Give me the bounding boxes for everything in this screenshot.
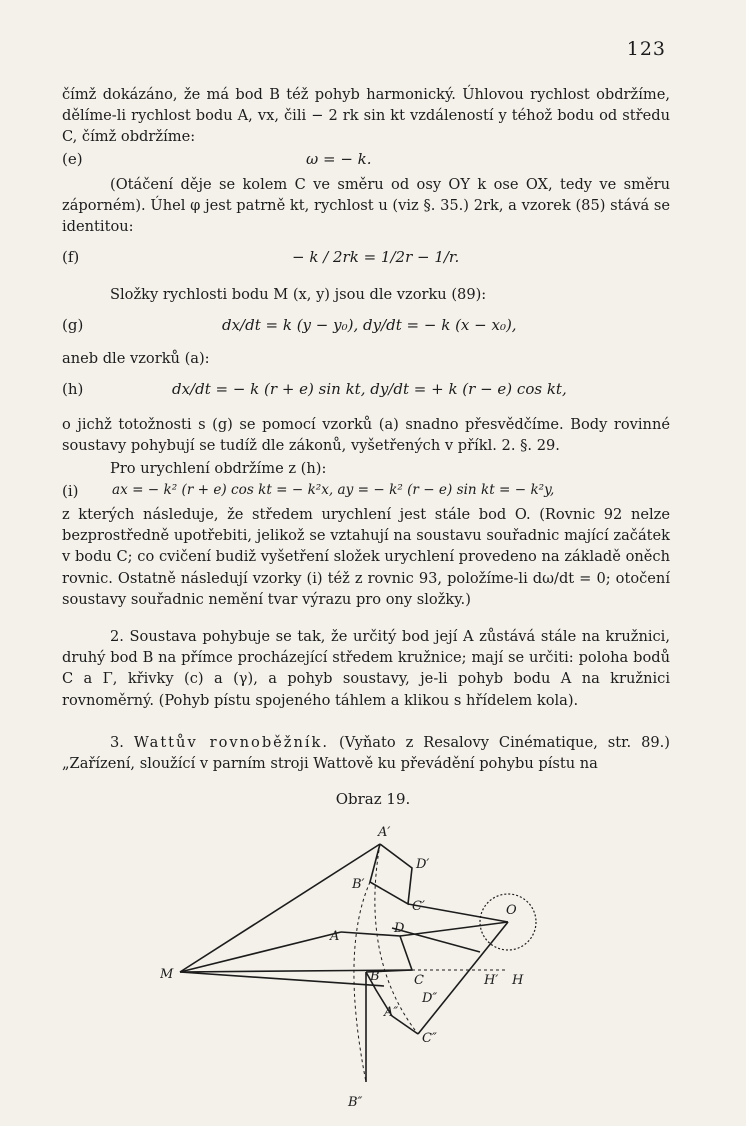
paragraph-1: čímž dokázáno, že má bod B též pohyb harmonický. Úhlovou rychlost obdržíme, dělíme-li rychlost bodu A, vx, čili − 2 rk sin kt vzdáleností y téhož bodu od středu C, čímž obdržíme: [62,86,670,146]
label-d: D [394,921,405,936]
label-c: C [414,973,424,988]
paragraph-2: (Otáčení děje se kolem C ve směru od osy OY k ose OX, tedy ve směru záporném). Úhel φ jest patrně kt, rychlost u (viz §. 35.) 2rk, a vzorek (85) stává se identitou: [62,176,670,236]
paragraph-3: Složky rychlosti bodu M (x, y) jsou dle vzorku (89): [110,286,487,303]
label-a-double-prime: A″ [384,1005,399,1020]
label-c-prime: C′ [412,899,425,914]
paragraph-9-text: (Vyňato z Resalovy Cinématique, str. 89.) „Zařízení, sloužící v parním stroji Wattově ku převádění pohybu pístu na [62,734,671,773]
item-number: 3. [110,734,124,751]
label-m: M [160,967,174,982]
label-b-prime: B′ [352,877,365,892]
equation-e [62,150,670,176]
middle-parallelogram [341,932,412,972]
equation-label: (e) [62,150,83,168]
equation-text: − k / 2rk = 1/2r − 1/r. [292,248,460,266]
label-a: A [330,929,340,944]
equation-h [62,380,670,406]
watt-parallelogram-figure [160,820,540,1110]
equation-label: (i) [62,482,79,500]
dashed-arc-b [354,882,370,1082]
equation-label: (f) [62,248,80,266]
label-a-prime: A′ [378,825,391,840]
equation-text: ax = − k² (r + e) cos kt = − k²x, ay = − k² (r − e) sin kt = − k²y, [112,482,555,498]
label-b: B [370,969,380,984]
equation-text: ω = − k. [306,150,372,168]
paragraph-7: z kterých následuje, že středem urychlení jest stále bod O. (Rovnic 92 nelze bezprostředně upotřebiti, jelikož se vztahují na soustavu souřadnic mající začátek v bodu C; co cvičení budiž vyšetření složek urychlení provedeno na základě oněch rovnic. Ostatně následují vzorky (i) též z rovnic 93, položíme-li dω/dt = 0; otočení soustavy souřadnic nemění tvar výrazu pro ony složky.) [62,506,670,608]
equation-text: dx/dt = − k (r + e) sin kt, dy/dt = + k (r − e) cos kt, [172,380,567,398]
equation-g [62,316,670,342]
figure-caption: Obraz 19. [335,790,411,808]
equation-label: (g) [62,316,84,334]
section-title: Wattův rovnoběžník. [133,734,330,751]
label-b-double-prime: B″ [348,1095,363,1110]
label-d-prime: D′ [416,857,430,872]
link-m-c-lower [180,972,384,986]
paragraph-4: aneb dle vzorků (a): [62,350,210,367]
equation-label: (h) [62,380,84,398]
label-o: O [506,903,517,918]
label-d-double-prime: D″ [422,991,438,1006]
label-h-prime: H′ [484,973,499,988]
paragraph-6: Pro urychlení obdržíme z (h): [110,460,327,477]
equation-f [62,248,670,274]
equation-text: dx/dt = k (y − y₀), dy/dt = − k (x − x₀), [222,316,517,334]
page-number: 123 [626,38,666,60]
link-m-a [180,932,341,972]
paragraph-8: 2. Soustava pohybuje se tak, že určitý bod její A zůstává stále na kružnici, druhý bod B na přímce procházející středem kružnice; mají se určiti: poloha bodů C a Γ, křivky (c) a (γ), a pohyb soustavy, je-li pohyb bodu A na kružnici rovnoměrný. (Pohyb pístu spojeného táhlem a klikou s hřídelem kola). [62,628,670,709]
link-m-a-prime [180,844,380,972]
paragraph-5: o jichž totožnosti s (g) se pomocí vzorků (a) snadno přesvědčíme. Body rovinné soustavy pohybují se tudíž dle zákonů, vyšetřených v příkl. 2. §. 29. [62,416,670,455]
paragraph-9 [62,732,670,774]
label-c-double-prime: C″ [422,1031,437,1046]
label-h: H [512,973,524,988]
